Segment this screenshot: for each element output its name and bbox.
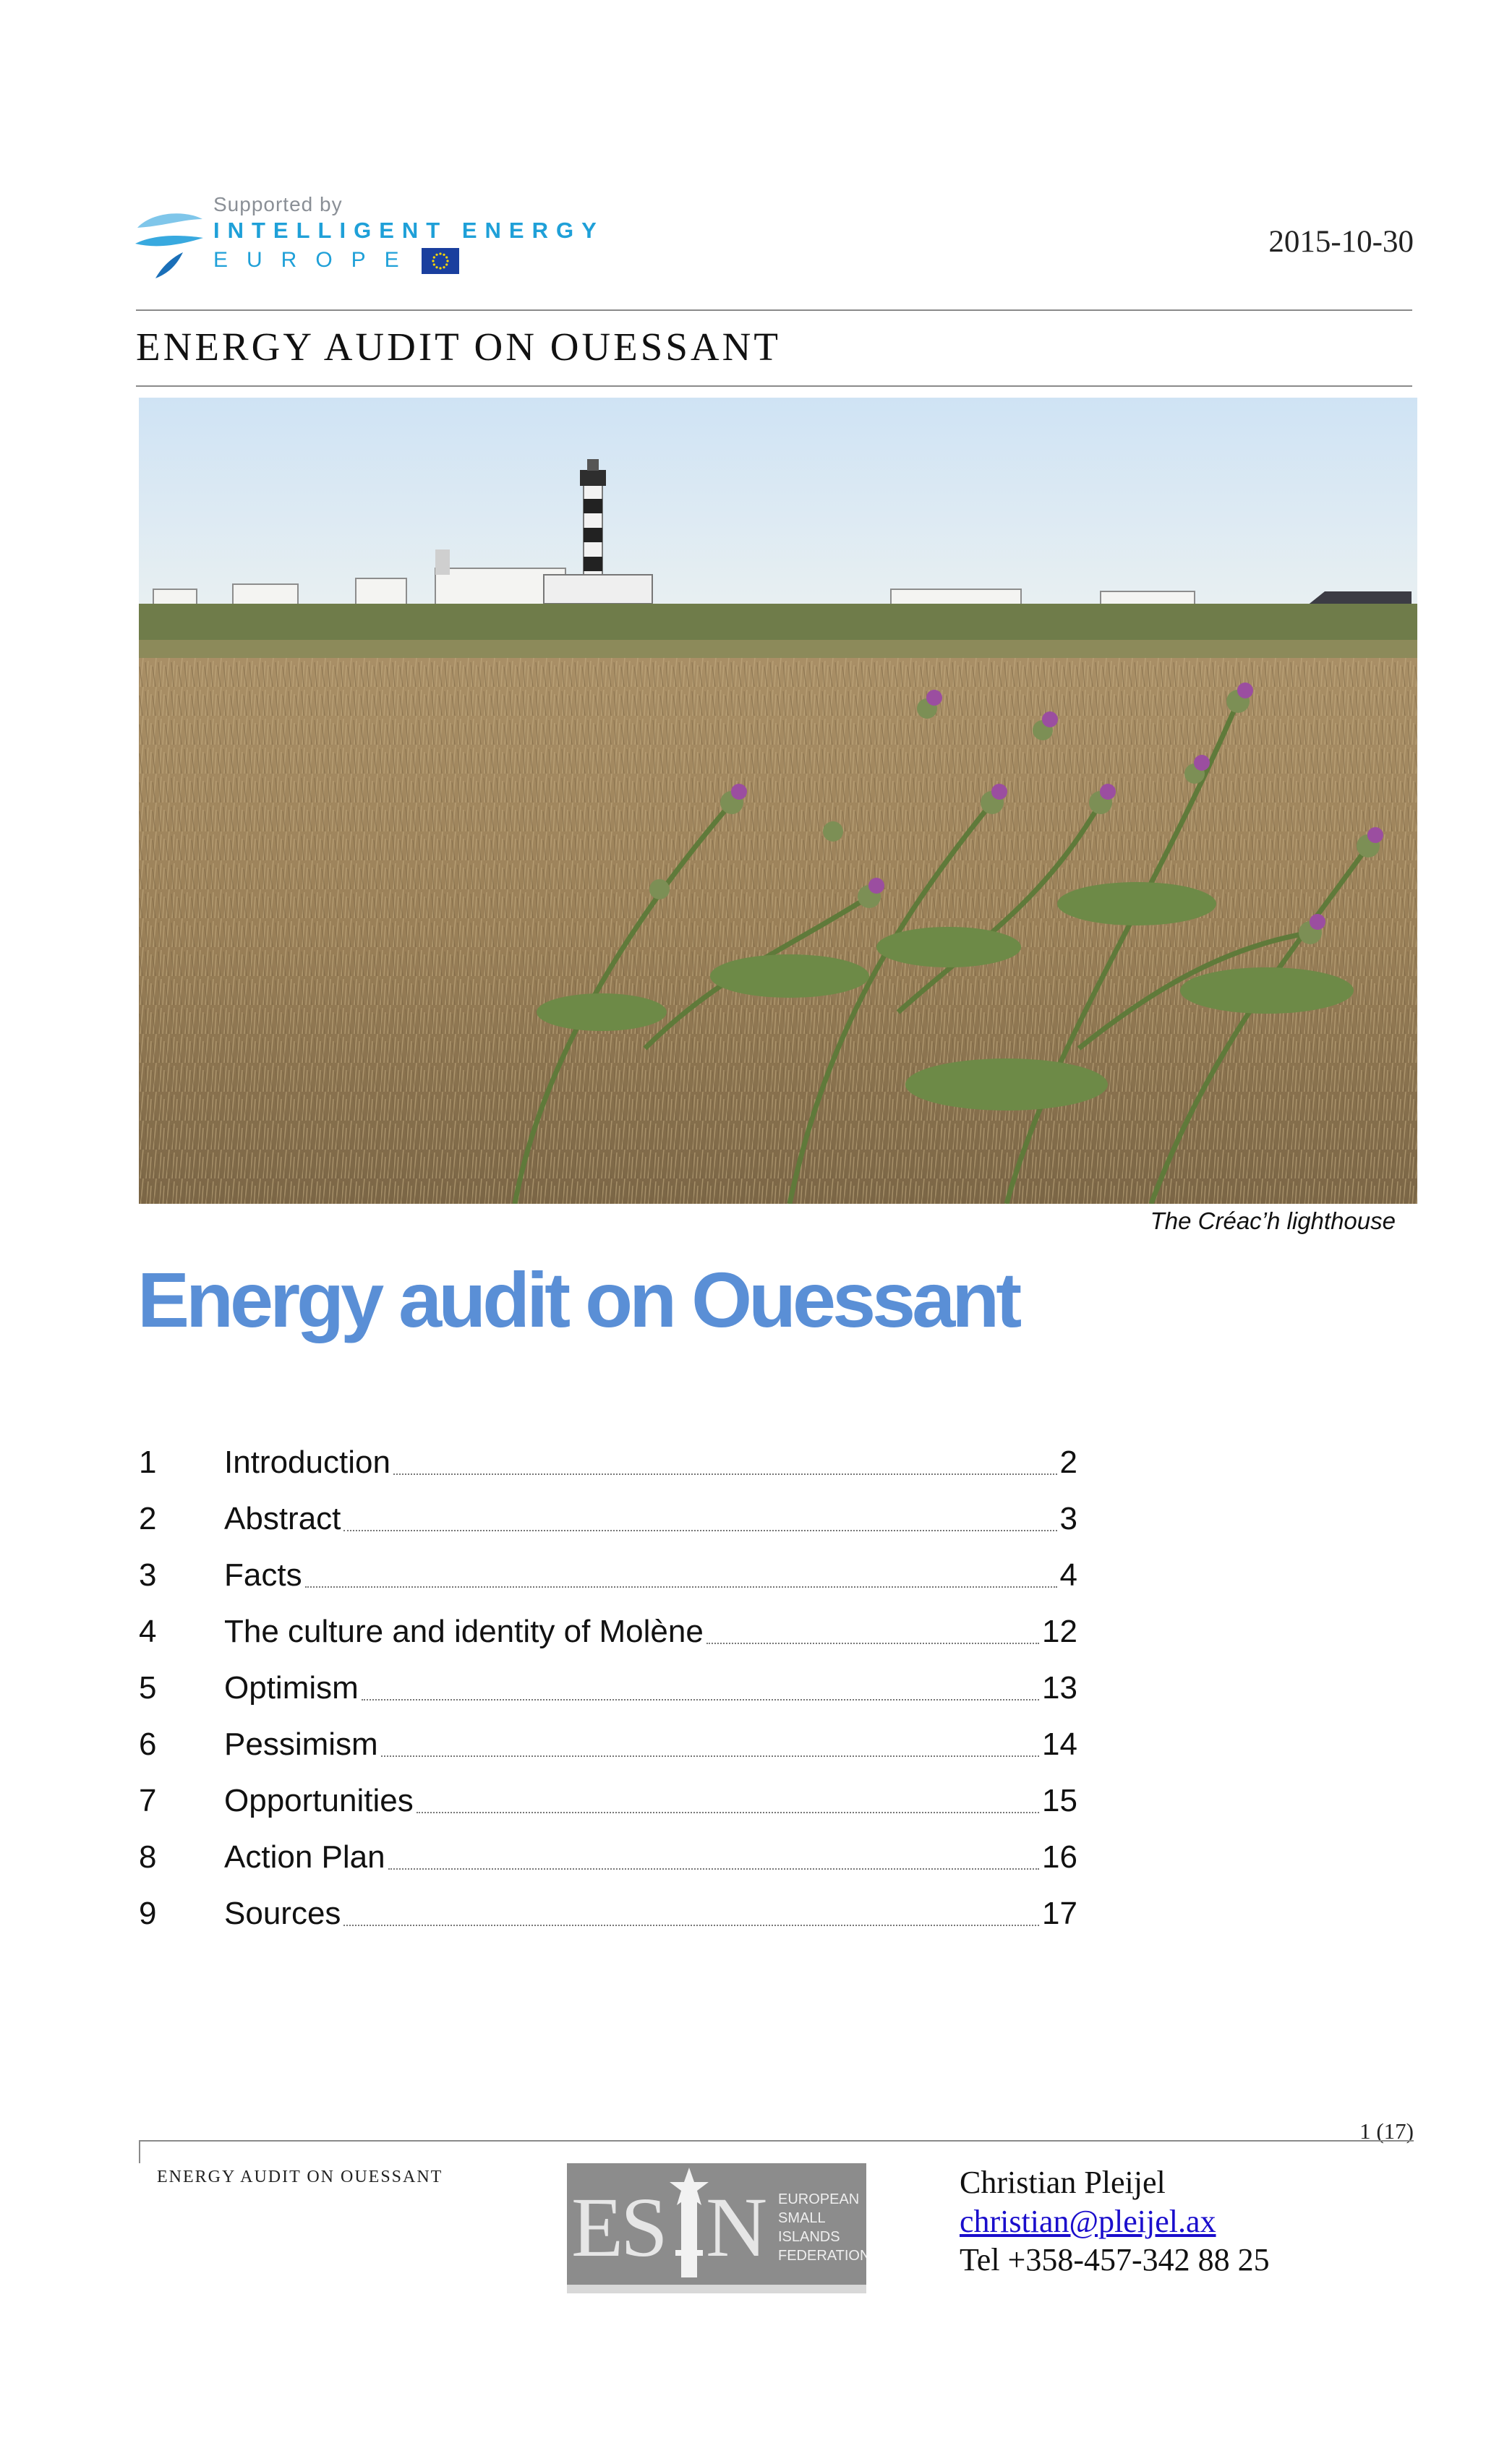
toc-entry-label: Abstract: [224, 1501, 341, 1536]
toc-entry-introduction[interactable]: [139, 1424, 1077, 1481]
footer-divider-tick: [139, 2140, 140, 2163]
toc-entry-number: 8: [139, 1839, 157, 1875]
author-phone: Tel +358-457-342 88 25: [960, 2242, 1270, 2277]
toc-entry-number: 1: [139, 1445, 157, 1480]
toc-entry-label: Action Plan: [224, 1839, 385, 1875]
toc-entry-number: 5: [139, 1670, 157, 1706]
toc-dot-leader: [706, 1643, 1039, 1644]
svg-text:ISLANDS: ISLANDS: [778, 2229, 840, 2245]
svg-text:EUROPEAN: EUROPEAN: [778, 2191, 860, 2207]
svg-text:SMALL: SMALL: [778, 2210, 826, 2226]
logo-intelligent-energy-text: INTELLIGENT ENERGY: [213, 218, 605, 243]
document-title: Energy audit on Ouessant: [137, 1256, 1019, 1343]
header-divider-top: [136, 309, 1412, 311]
toc-dot-leader: [362, 1699, 1039, 1701]
header-divider-bottom: [136, 385, 1412, 387]
svg-text:FEDERATION: FEDERATION: [778, 2248, 866, 2264]
page-number: 1 (17): [1359, 2118, 1414, 2144]
toc-entry-label: Sources: [224, 1896, 341, 1931]
toc-entry-number: 7: [139, 1783, 157, 1818]
toc-dot-leader: [388, 1868, 1039, 1870]
toc-entry-page: 15: [1042, 1783, 1077, 1818]
toc-entry-label: Opportunities: [224, 1783, 414, 1818]
footer-divider: [139, 2140, 1414, 2142]
toc-entry-number: 9: [139, 1896, 157, 1931]
toc-entry-label: The culture and identity of Molène: [224, 1614, 704, 1649]
toc-entry-page: 3: [1059, 1501, 1077, 1536]
toc-entry-number: 6: [139, 1727, 157, 1762]
footer-title: ENERGY AUDIT ON OUESSANT: [157, 2168, 443, 2186]
toc-entry-label: Facts: [224, 1557, 302, 1593]
toc-entry-action-plan[interactable]: [139, 1819, 1077, 1875]
toc-entry-abstract[interactable]: [139, 1481, 1077, 1537]
eu-flag-icon: [422, 248, 459, 274]
toc-dot-leader: [393, 1473, 1057, 1475]
toc-entry-opportunities[interactable]: [139, 1763, 1077, 1819]
toc-entry-page: 17: [1042, 1896, 1077, 1931]
toc-entry-label: Pessimism: [224, 1727, 378, 1762]
toc-entry-label: Optimism: [224, 1670, 359, 1706]
toc-entry-number: 2: [139, 1501, 157, 1536]
running-title: ENERGY AUDIT ON OUESSANT: [136, 325, 781, 369]
lighthouse-photo: [139, 398, 1417, 1204]
toc-entry-number: 3: [139, 1557, 157, 1593]
logo-europe-text: EUROPE: [213, 248, 418, 272]
toc-entry-sources[interactable]: [139, 1875, 1077, 1932]
toc-entry-label: Introduction: [224, 1445, 390, 1480]
toc-entry-page: 13: [1042, 1670, 1077, 1706]
toc-entry-page: 14: [1042, 1727, 1077, 1762]
toc-entry-culture[interactable]: [139, 1594, 1077, 1650]
toc-entry-number: 4: [139, 1614, 157, 1649]
toc-entry-page: 4: [1059, 1557, 1077, 1593]
toc-entry-page: 12: [1042, 1614, 1077, 1649]
svg-text:N: N: [706, 2180, 768, 2275]
author-name: Christian Pleijel: [960, 2165, 1166, 2200]
toc-dot-leader: [343, 1530, 1056, 1531]
toc-dot-leader: [343, 1925, 1039, 1926]
toc-entry-optimism[interactable]: [139, 1650, 1077, 1706]
toc-entry-pessimism[interactable]: [139, 1706, 1077, 1763]
toc-entry-page: 2: [1059, 1445, 1077, 1480]
toc-dot-leader: [417, 1812, 1039, 1813]
swoosh-logo-icon: [134, 206, 206, 282]
photo-caption: The Créac’h lighthouse: [1150, 1207, 1396, 1234]
esin-logo: [567, 2163, 866, 2293]
toc-entry-page: 16: [1042, 1839, 1077, 1875]
document-date: 2015-10-30: [1268, 225, 1414, 259]
supported-by-text: Supported by: [213, 193, 343, 215]
svg-text:ES: ES: [571, 2180, 665, 2275]
table-of-contents: [139, 1424, 1077, 1932]
toc-entry-facts[interactable]: [139, 1537, 1077, 1594]
intelligent-energy-europe-logo: [134, 192, 640, 286]
toc-dot-leader: [305, 1586, 1057, 1588]
toc-dot-leader: [381, 1755, 1039, 1757]
author-email-link[interactable]: christian@pleijel.ax: [960, 2204, 1216, 2239]
